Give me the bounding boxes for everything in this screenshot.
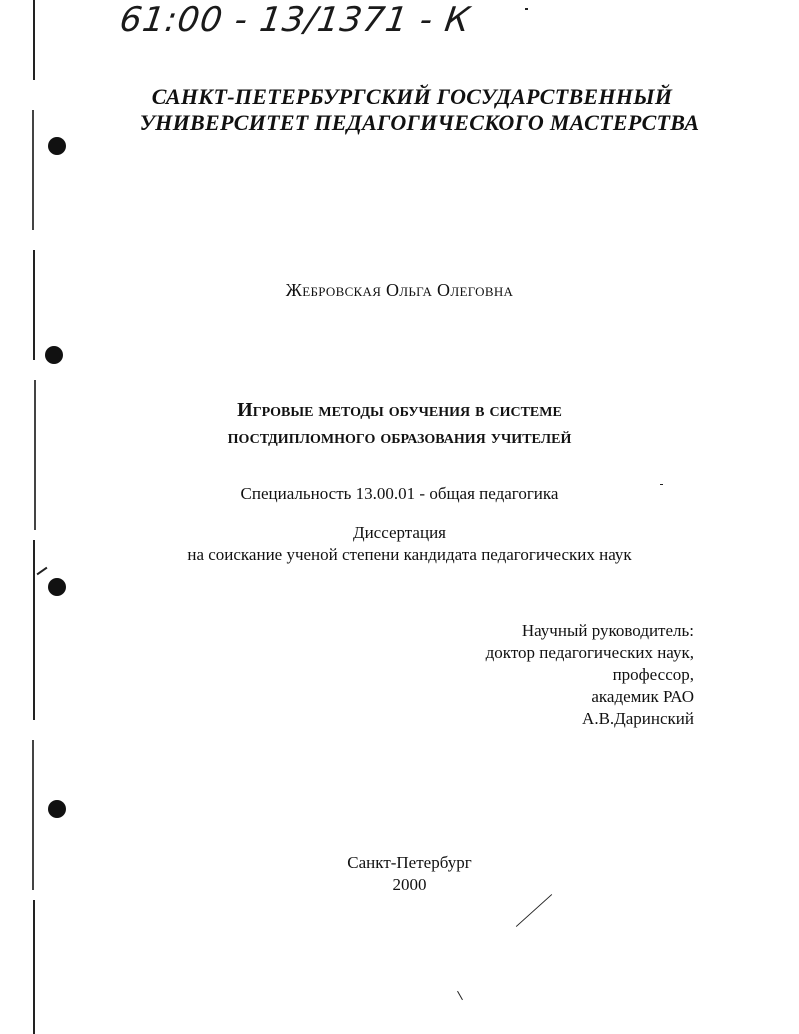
punch-hole — [45, 346, 63, 364]
punch-hole — [48, 800, 66, 818]
scan-mark — [516, 894, 552, 927]
year: 2000 — [392, 875, 427, 894]
supervisor-degree: доктор педагогических наук, — [485, 643, 694, 662]
scan-mark — [457, 991, 463, 1000]
supervisor-label: Научный руководитель: — [521, 621, 694, 640]
binding-line-segment — [33, 540, 35, 720]
dissertation-title — [0, 397, 799, 451]
dissertation-type — [0, 522, 799, 566]
binding-line — [33, 0, 35, 80]
supervisor-academy: академик РАО — [591, 687, 694, 706]
handwritten-archive-code: 61:00 - 13/1371 - К — [117, 0, 473, 40]
scan-mark — [37, 567, 48, 576]
binding-line-segment — [33, 250, 35, 360]
title-line-1: Игровые методы обучения в системе — [237, 399, 562, 421]
dissertation-line-1: Диссертация — [352, 523, 446, 542]
dissertation-line-2: на соискание ученой степени кандидата педагогических наук — [187, 545, 632, 564]
scan-mark — [525, 8, 528, 10]
supervisor-block — [486, 620, 694, 730]
supervisor-name: А.В.Даринский — [582, 709, 694, 728]
author-name: Жебровская Ольга Олеговна — [285, 280, 514, 300]
city: Санкт-Петербург — [347, 853, 472, 872]
university-line-1: САНКТ-ПЕТЕРБУРГСКИЙ ГОСУДАРСТВЕННЫЙ — [151, 84, 673, 109]
punch-hole — [48, 578, 66, 596]
city-year — [0, 852, 799, 896]
title-line-2: постдипломного образования учителей — [227, 426, 572, 448]
university-line-2: УНИВЕРСИТЕТ ПЕДАГОГИЧЕСКОГО МАСТЕРСТВА — [139, 110, 700, 135]
supervisor-rank: профессор, — [612, 665, 694, 684]
punch-hole — [48, 137, 66, 155]
specialty: Специальность 13.00.01 - общая педагогика — [240, 484, 559, 503]
binding-line-segment — [33, 900, 35, 1034]
university-name — [0, 84, 799, 136]
